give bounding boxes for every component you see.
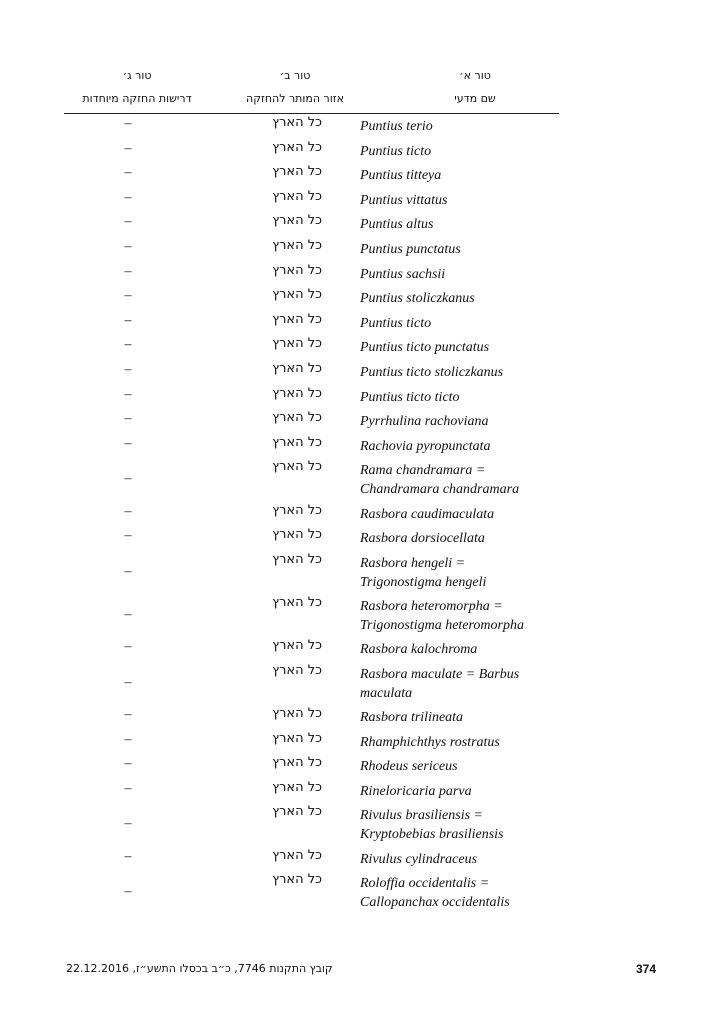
scientific-name-line: Pyrrhulina rachoviana	[360, 414, 489, 430]
special-requirements-cell: –	[124, 528, 132, 544]
scientific-name-cell	[360, 757, 560, 776]
scientific-name-cell	[360, 708, 560, 727]
col-c-subtitle: דרישות החזקה מיוחדות	[82, 92, 192, 105]
col-b-title: טור ב׳	[279, 69, 311, 82]
table-row	[0, 661, 725, 704]
permitted-zone-cell: כל הארץ	[272, 706, 322, 721]
table-row	[0, 187, 725, 212]
table-row	[0, 778, 725, 803]
table-row	[0, 261, 725, 286]
scientific-name-line: Rasbora hengeli =	[360, 555, 466, 571]
table-row	[0, 729, 725, 754]
scientific-name-cell	[360, 191, 560, 210]
special-requirements-cell: –	[124, 312, 132, 328]
table-row	[0, 846, 725, 871]
scientific-name-line: Kryptobebias brasiliensis	[360, 827, 504, 843]
scientific-name-line: Puntius ticto ticto	[360, 389, 460, 405]
scientific-name-cell	[360, 314, 560, 333]
scientific-name-cell	[360, 437, 560, 456]
scientific-name-line: maculata	[360, 685, 413, 701]
special-requirements-cell: –	[124, 884, 132, 900]
scientific-name-cell	[360, 529, 560, 548]
scientific-name-cell	[360, 665, 560, 703]
special-requirements-cell: –	[124, 674, 132, 690]
table-row	[0, 753, 725, 778]
col-b-subtitle: אזור המותר להחזקה	[246, 92, 344, 105]
table-row	[0, 636, 725, 661]
scientific-name-line: Rasbora dorsiocellata	[360, 531, 485, 547]
special-requirements-cell: –	[124, 411, 132, 427]
scientific-name-line: Puntius ticto punctatus	[360, 340, 490, 356]
permitted-zone-cell: כל הארץ	[272, 527, 322, 543]
permitted-zone-cell: כל הארץ	[272, 410, 322, 426]
permitted-zone-cell: כל הארץ	[272, 847, 322, 863]
scientific-name-line: Puntius altus	[360, 217, 434, 233]
table-row	[0, 802, 725, 845]
scientific-name-cell	[360, 412, 560, 431]
scientific-name-cell	[360, 505, 560, 524]
scientific-name-cell	[360, 166, 560, 185]
special-requirements-cell: –	[124, 503, 132, 519]
scientific-name-cell	[360, 388, 560, 407]
scientific-name-line: Puntius terio	[360, 119, 433, 134]
scientific-name-line: Rineloricaria parva	[360, 783, 472, 799]
scientific-name-line: Rasbora caudimaculata	[360, 506, 495, 522]
table-row	[0, 384, 725, 409]
scientific-name-cell	[360, 850, 560, 869]
column-subtitle-row	[0, 92, 725, 110]
scientific-name-cell	[360, 265, 560, 284]
permitted-zone-cell: כל הארץ	[272, 434, 322, 450]
scientific-name-line: Rivulus cylindraceus	[360, 851, 478, 867]
special-requirements-cell: –	[124, 607, 132, 622]
col-a-subtitle: שם מדעי	[454, 92, 496, 105]
permitted-zone-cell: כל הארץ	[272, 551, 322, 567]
permitted-zone-cell: כל הארץ	[272, 662, 322, 678]
permitted-zone-cell: כל הארץ	[272, 595, 322, 610]
special-requirements-cell: –	[124, 816, 132, 832]
special-requirements-cell: –	[124, 337, 132, 353]
table-row	[0, 457, 725, 500]
scientific-name-cell	[360, 215, 560, 234]
scientific-name-cell	[360, 597, 560, 635]
scientific-name-cell	[360, 554, 560, 592]
scientific-name-line: Rachovia pyropunctata	[360, 438, 491, 454]
scientific-name-line: Rasbora trilineata	[360, 710, 464, 725]
special-requirements-cell: –	[124, 362, 132, 377]
scientific-name-cell	[360, 806, 560, 844]
table-row	[0, 359, 725, 384]
table-row	[0, 334, 725, 359]
page-number: 374	[636, 962, 657, 976]
scientific-name-cell	[360, 461, 560, 499]
table-row	[0, 550, 725, 593]
permitted-zone-cell: כל הארץ	[272, 638, 322, 654]
table-row	[0, 501, 725, 526]
scientific-name-cell	[360, 363, 560, 382]
special-requirements-cell: –	[124, 848, 132, 864]
special-requirements-cell: –	[124, 263, 132, 279]
col-a-title: טור א׳	[459, 69, 491, 82]
special-requirements-cell: –	[124, 780, 132, 796]
table-row	[0, 433, 725, 458]
scientific-name-line: Rasbora heteromorpha =	[360, 599, 503, 614]
scientific-name-cell	[360, 117, 560, 136]
scientific-name-cell	[360, 782, 560, 801]
table-row	[0, 285, 725, 310]
permitted-zone-cell: כל הארץ	[272, 755, 322, 771]
special-requirements-cell: –	[124, 214, 132, 230]
permitted-zone-cell: כל הארץ	[272, 139, 322, 155]
col-c-title: טור ג׳	[122, 69, 152, 82]
special-requirements-cell: –	[124, 386, 132, 402]
permitted-zone-cell: כל הארץ	[272, 730, 322, 746]
permitted-zone-cell: כל הארץ	[272, 385, 322, 401]
special-requirements-cell: –	[124, 116, 132, 131]
permitted-zone-cell: כל הארץ	[272, 502, 322, 518]
special-requirements-cell: –	[124, 435, 132, 451]
special-requirements-cell: –	[124, 140, 132, 156]
permitted-zone-cell: כל הארץ	[272, 804, 322, 820]
table-row	[0, 593, 725, 636]
scientific-name-line: Rhamphichthys rostratus	[360, 734, 500, 750]
special-requirements-cell: –	[124, 471, 132, 487]
scientific-name-line: Roloffia occidentalis =	[360, 876, 490, 892]
special-requirements-cell: –	[124, 707, 132, 722]
scientific-name-line: Puntius sachsii	[360, 266, 446, 282]
scientific-name-line: Callopanchax occidentalis	[360, 895, 510, 911]
table-row	[0, 236, 725, 261]
table-row	[0, 138, 725, 163]
table-row	[0, 113, 725, 138]
scientific-name-line: Chandramara chandramara	[360, 482, 520, 498]
special-requirements-cell: –	[124, 756, 132, 772]
permitted-zone-cell: כל הארץ	[272, 287, 322, 303]
permitted-zone-cell: כל הארץ	[272, 311, 322, 327]
scientific-name-cell	[360, 142, 560, 161]
scientific-name-line: Rasbora kalochroma	[360, 642, 478, 658]
permitted-zone-cell: כל הארץ	[272, 213, 322, 229]
permitted-zone-cell: כל הארץ	[272, 164, 322, 180]
scientific-name-line: Puntius punctatus	[360, 242, 461, 257]
table-row	[0, 211, 725, 236]
publication-line: קובץ התקנות 7746, כ״ב בכסלו התשע״ז, 22.12.2016	[66, 962, 333, 975]
permitted-zone-cell: כל הארץ	[272, 238, 322, 253]
scientific-name-line: Puntius vittatus	[360, 192, 448, 208]
permitted-zone-cell: כל הארץ	[272, 188, 322, 204]
scientific-name-line: Puntius ticto	[360, 315, 432, 331]
table-row	[0, 408, 725, 433]
scientific-name-cell	[360, 733, 560, 752]
scientific-name-line: Rivulus brasiliensis =	[360, 808, 484, 824]
permitted-zone-cell: כל הארץ	[272, 262, 322, 278]
scientific-name-cell	[360, 640, 560, 659]
scientific-name-line: Rasbora maculate = Barbus	[360, 666, 520, 682]
scientific-name-line: Puntius ticto	[360, 143, 432, 159]
permitted-zone-cell: כל הארץ	[272, 115, 322, 130]
scientific-name-cell	[360, 289, 560, 308]
scientific-name-cell	[360, 338, 560, 357]
special-requirements-cell: –	[124, 189, 132, 205]
special-requirements-cell: –	[124, 639, 132, 655]
scientific-name-line: Trigonostigma heteromorpha	[360, 618, 524, 633]
scientific-name-line: Puntius titteya	[360, 168, 442, 184]
scientific-name-line: Rhodeus sericeus	[360, 759, 458, 775]
scientific-name-line: Puntius stoliczkanus	[360, 291, 475, 307]
permitted-zone-cell: כל הארץ	[272, 779, 322, 795]
scientific-name-cell	[360, 240, 560, 259]
special-requirements-cell: –	[124, 288, 132, 304]
special-requirements-cell: –	[124, 731, 132, 747]
permitted-zone-cell: כל הארץ	[272, 361, 322, 376]
scientific-name-cell	[360, 874, 560, 912]
table-row	[0, 310, 725, 335]
table-row	[0, 870, 725, 913]
permitted-zone-cell: כל הארץ	[272, 459, 322, 475]
scientific-name-line: Puntius ticto stoliczkanus	[360, 365, 504, 380]
table-row	[0, 704, 725, 729]
permitted-zone-cell: כל הארץ	[272, 336, 322, 352]
table-row	[0, 162, 725, 187]
special-requirements-cell: –	[124, 563, 132, 579]
special-requirements-cell: –	[124, 239, 132, 254]
scientific-name-line: Trigonostigma hengeli	[360, 574, 487, 590]
special-requirements-cell: –	[124, 165, 132, 181]
scientific-name-line: Rama chandramara =	[360, 463, 486, 479]
table-row	[0, 525, 725, 550]
permitted-zone-cell: כל הארץ	[272, 872, 322, 888]
column-title-row	[0, 69, 725, 87]
